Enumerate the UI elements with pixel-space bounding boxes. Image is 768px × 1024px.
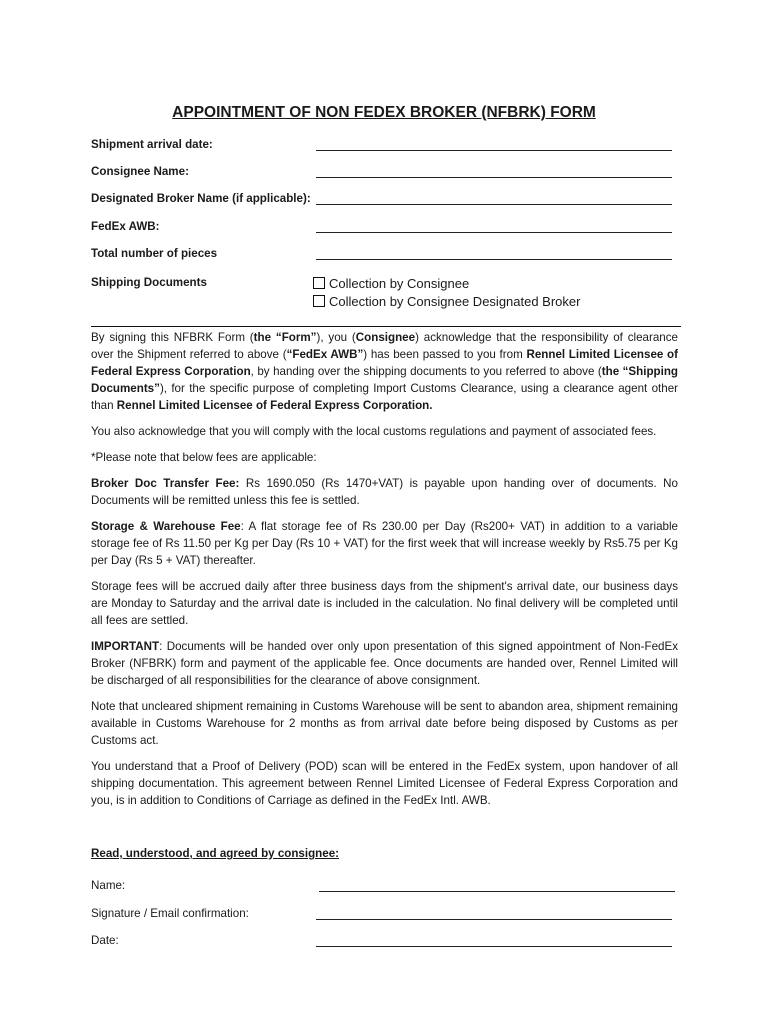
section-divider	[91, 326, 681, 327]
field-label: FedEx AWB:	[91, 220, 160, 233]
field-consignee-name	[91, 165, 681, 185]
field-label: Total number of pieces	[91, 247, 218, 260]
field-fedex-awb	[91, 220, 681, 240]
total-pieces-line[interactable]	[316, 259, 672, 260]
sign-field-name	[91, 879, 681, 899]
field-label: Consignee Name:	[91, 165, 189, 178]
field-designated-broker	[91, 192, 681, 212]
paragraph-fees-note: *Please note that below fees are applicable:	[91, 451, 317, 464]
sign-field-date	[91, 934, 681, 954]
shipping-documents-options	[313, 274, 580, 310]
fedex-awb-line[interactable]	[316, 232, 672, 233]
terms-body	[91, 329, 678, 818]
shipment-arrival-date-line[interactable]	[316, 150, 672, 151]
designated-broker-line[interactable]	[316, 204, 672, 205]
option-collection-by-consignee[interactable]	[313, 274, 580, 292]
sign-label: Signature / Email confirmation:	[91, 907, 249, 920]
field-label: Shipment arrival date:	[91, 138, 213, 151]
field-shipment-arrival-date	[91, 138, 681, 158]
paragraph-broker-fee: Broker Doc Transfer Fee: Rs 1690.050 (Rs 1470+VAT) is payable upon handing over of documents. No Documents will be remitted unless this fee is settled.	[91, 477, 678, 507]
sign-label: Name:	[91, 879, 126, 892]
name-line[interactable]	[319, 891, 675, 892]
paragraph-uncleared: Note that uncleared shipment remaining in Customs Warehouse will be sent to abandon area, shipment remaining available in Customs Warehouse for 2 months as from arrival date before being disposed by Customs as per Customs act.	[91, 700, 678, 747]
option-collection-by-broker[interactable]	[313, 292, 580, 310]
field-label: Designated Broker Name (if applicable):	[91, 192, 311, 205]
form-title: APPOINTMENT OF NON FEDEX BROKER (NFBRK) FORM	[172, 104, 596, 121]
paragraph-storage-accrual: Storage fees will be accrued daily after three business days from the shipment's arrival date, our business days are Monday to Saturday and the arrival date is included in the calculation. No final delivery will be completed until all fees are settled.	[91, 580, 678, 627]
paragraph-important: IMPORTANT: Documents will be handed over only upon presentation of this signed appointment of Non-FedEx Broker (NFBRK) form and payment of the applicable fee. Once documents are handed over, Rennel Limited will be discharged of all responsibilities for the clearance of above consignment.	[91, 640, 678, 687]
field-label: Shipping Documents	[91, 276, 207, 289]
paragraph-acknowledgement: By signing this NFBRK Form (the “Form”), you (Consignee) acknowledge that the responsibility of clearance over the Shipment referred to above (“FedEx AWB”) has been passed to you from Rennel Limited Licensee of Federal Express Corporation, by handing over the shipping documents to you referred to above (the “Shipping Documents”), for the specific purpose of completing Import Customs Clearance, using a clearance agent other than Rennel Limited Licensee of Federal Express Corporation.	[91, 331, 678, 412]
checkbox-icon[interactable]	[313, 277, 325, 289]
option-label: Collection by Consignee	[329, 275, 470, 291]
paragraph-storage-fee: Storage & Warehouse Fee: A flat storage fee of Rs 230.00 per Day (Rs200+ VAT) in addition to a variable storage fee of Rs 11.50 per Kg per Day (Rs 10 + VAT) for the first week that will increase weekly by Rs5.75 per Kg per Day (Rs 5 + VAT) thereafter.	[91, 520, 678, 567]
date-line[interactable]	[316, 946, 672, 947]
checkbox-icon[interactable]	[313, 295, 325, 307]
agreement-heading: Read, understood, and agreed by consignee:	[91, 847, 340, 860]
field-total-pieces	[91, 247, 681, 267]
signature-line[interactable]	[316, 919, 672, 920]
consignee-name-line[interactable]	[316, 177, 672, 178]
sign-label: Date:	[91, 934, 119, 947]
sign-field-signature	[91, 907, 681, 927]
paragraph-pod: You understand that a Proof of Delivery (POD) scan will be entered in the FedEx system, upon handover of all shipping documentation. This agreement between Rennel Limited Licensee of Federal Express Corporation and you, is in addition to Conditions of Carriage as defined in the FedEx Intl. AWB.	[91, 760, 678, 807]
option-label: Collection by Consignee Designated Broker	[329, 293, 581, 309]
paragraph-compliance: You also acknowledge that you will comply with the local customs regulations and payment of associated fees.	[91, 425, 657, 438]
